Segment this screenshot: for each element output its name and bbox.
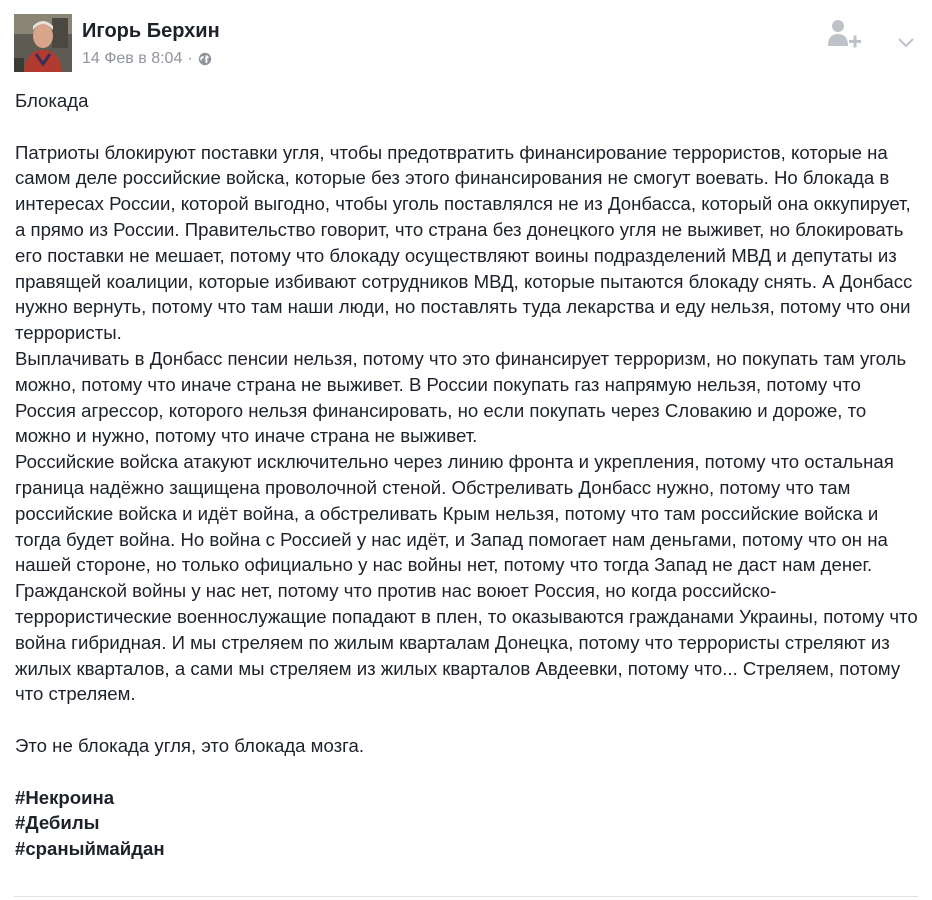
globe-icon[interactable] — [198, 52, 212, 66]
post-body — [15, 88, 923, 862]
post-title: Блокада — [15, 90, 89, 111]
avatar-photo — [14, 14, 72, 72]
spacer — [15, 707, 920, 733]
post-closing: Это не блокада угля, это блокада мозга. — [15, 734, 364, 756]
post-paragraph: Выплачивать в Донбасс пенсии нельзя, потому что это финансирует терроризм, но покупать там уголь можно, потому что иначе страна не выживет. В России покупать газ напрямую нельзя, потому что Россия агрессор, которого нельзя финансировать, но если покупать через Словакию и дороже, то можно и нужно, потому что иначе страна не выживет. — [15, 347, 912, 447]
spacer — [15, 759, 920, 785]
chevron-down-icon[interactable] — [897, 36, 915, 50]
avatar[interactable] — [14, 14, 72, 72]
author-name[interactable]: Игорь Берхин — [82, 20, 220, 42]
hashtag-link[interactable]: #сраныймайдан — [15, 838, 165, 860]
add-friend-icon[interactable] — [826, 18, 862, 54]
spacer — [15, 114, 920, 140]
divider — [14, 896, 918, 897]
post-paragraph: Патриоты блокируют поставки угля, чтобы предотвратить финансирование террористов, которые на самом деле российские войска, которые без этого финансирования не смогут воевать. Но блокада в интересах России, которой выгодно, чтобы уголь поставлялся не из Донбасса, который она оккупирует, а прямо из России. Правительство говорит, что страна без донецкого угля не выживет, но блокировать его поставки не мешает, потому что блокаду осуществляют воины подразделений МВД и депутаты из правящей коалиции, которые избивают сотрудников МВД, которые пытаются блокаду снять. А Донбасс нужно вернуть, потому что там наши люди, но поставлять туда лекарства и еду нельзя, потому что они террористы. — [15, 141, 918, 344]
meta-separator: · — [187, 50, 193, 67]
post-paragraph: Российские войска атакуют исключительно через линию фронта и укрепления, потому что остальная граница надёжно защищена проволочной стеной. Обстреливать Донбасс нужно, потому что там российские войска и идёт война, а обстреливать Крым нельзя, потому что там российские войска и тогда будет война. Но война с Россией у нас идёт, и Запад помогает нам деньгами, потому что он на нашей стороне, но только официально у нас войны нет, потому что тогда Запад не даст нам денег. Гражданской войны у нас нет, потому что против нас воюет Россия, но когда российско-террористические военнослужащие попадают в плен, то оказываются гражданами Украины, потому что война гибридная. И мы стреляем по жилым кварталам Донецка, потому что террористы стреляют из жилых кварталов, а сами мы стреляем из жилых кварталов Авдеевки, потому что... Стреляем, потому что стреляем. — [15, 451, 923, 705]
post-timestamp[interactable]: 14 Фев в 8:04 — [82, 50, 183, 67]
hashtag-link[interactable]: #Некроина — [15, 786, 115, 808]
post-meta — [82, 49, 212, 69]
hashtag-link[interactable]: #Дебилы — [15, 812, 100, 834]
